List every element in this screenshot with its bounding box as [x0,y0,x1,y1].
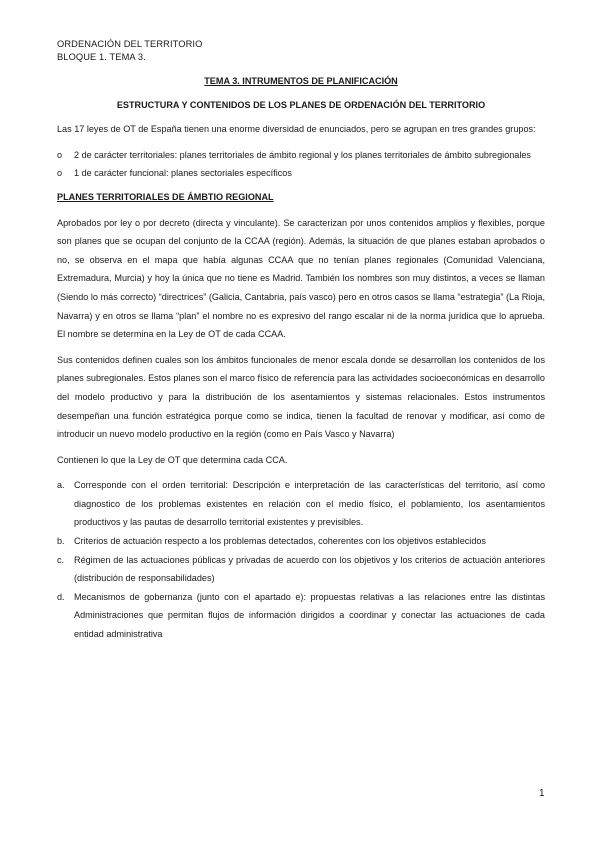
running-header [57,38,202,63]
page-number: 1 [539,788,545,799]
intro-paragraph: Las 17 leyes de OT de España tienen una enorme diversidad de enunciados, pero se agrupan en tres grandes grupos: [57,124,536,135]
header-block: BLOQUE 1. TEMA 3. [57,51,146,62]
list-item [57,476,545,532]
groups-list [57,146,545,183]
list-marker: b. [57,536,65,547]
section-heading: PLANES TERRITORIALES DE ÁMBTIO REGIONAL [57,191,274,202]
list-item-text: Mecanismos de gobernanza (junto con el apartado e): propuestas relativas a las relaciones entre las distintas Administraciones que permitan flujos de información dirigidos a coordinar y conectar las actuaciones de cada entidad administrativa [74,591,545,640]
list-item [57,588,545,644]
list-item-text: Régimen de las actuaciones públicas y privadas de acuerdo con los objetivos y los criterios de actuación anteriores (distribución de responsabilidades) [74,554,545,584]
list-item [57,532,545,551]
paragraph: Aprobados por ley o por decreto (directa y vinculante). Se caracterizan por unos contenidos amplios y flexibles, porque son planes que se ocupan del conjunto de la CCAA (región). Además, la situación de que planes estaban aprobados o no, se observa en el mapa que había algunas CCAA que no tenían planes regionales (Comunidad Valenciana, Extremadura, Murcia) y hoy la única que no tiene es Madrid. También los nombres son muy distintos, a veces se llaman (Siendo lo más correcto) “directrices” (Galicia, Cantabria, país vasco) pero en otros casos se llama “estrategia” (La Rioja, Navarra) y en otros se llama “plan” el nombre no es expresivo del rango escalar ni de la norma jurídica que lo aprueba. El nombre se determina en la Ley de OT de cada CCAA. [57,217,545,340]
list-item-text: 1 de carácter funcional: planes sectoriales específicos [74,168,292,179]
list-marker: c. [57,554,65,565]
paragraph: Contienen lo que la Ley de OT que determina cada CCA. [57,454,288,465]
bullet-marker: o [57,149,63,160]
paragraph: Sus contenidos definen cuales son los ámbitos funcionales de menor escala donde se desarrollan los contenidos de los planes subregionales. Estos planes son el marco físico de referencia para las actividades socioeconómicas en desarrollo del modelo productivo y para la distribución de los asentamientos y sistemas relacionales. Estos instrumentos desempeñan una función estratégica porque como se indica, tienen la facultad de renovar y modificar, así como de introducir un nuevo modelo productivo en la región (como en País Vasco y Navarra) [57,354,545,440]
header-subject: ORDENACIÓN DEL TERRITORIO [57,39,203,49]
list-marker: d. [57,591,65,602]
list-marker: a. [57,480,65,491]
list-item-text: 2 de carácter territoriales: planes territoriales de ámbito regional y los planes territoriales de ámbito subregionales [74,149,531,160]
document-subtitle: ESTRUCTURA Y CONTENIDOS DE LOS PLANES DE ORDENACIÓN DEL TERRITORIO [116,99,486,110]
list-item [57,164,545,183]
contents-list [57,476,545,643]
list-item-text: Corresponde con el orden territorial: Descripción e interpretación de las características del territorio, así como diagnostico de los problemas existentes en relación con el medio físico, el poblamiento, los asentamientos productivos y las pautas de desarrollo territorial existentes y previsibles. [74,480,545,528]
document-body [57,72,545,644]
list-item [57,146,545,165]
document-title: TEMA 3. INTRUMENTOS DE PLANIFICACIÓN [204,76,398,86]
list-item [57,551,545,588]
bullet-marker: o [57,168,63,179]
list-item-text: Criterios de actuación respecto a los problemas detectados, coherentes con los objetivos establecidos [74,536,486,547]
